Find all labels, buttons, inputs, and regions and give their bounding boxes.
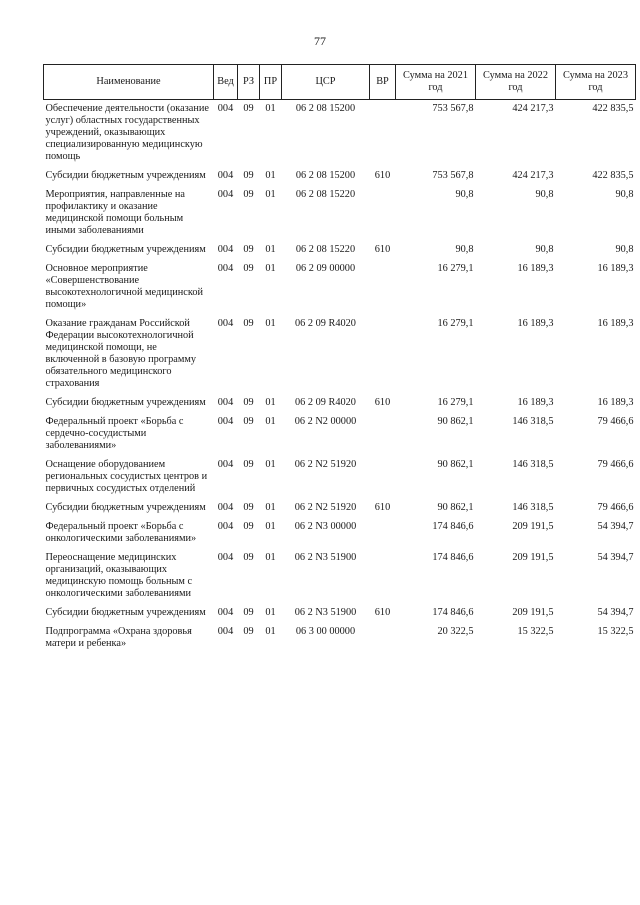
row-sum-2021: 753 567,8: [432, 170, 474, 181]
header-pr: ПР: [260, 65, 282, 100]
row-sum-2022: 424 217,3: [512, 103, 554, 114]
row-name: Переоснащение медицинских организаций, оказывающих медицинскую помощь больным с онкологическими заболеваниями: [45, 552, 193, 599]
row-sum-2022: 16 189,3: [517, 318, 554, 329]
header-rz: РЗ: [238, 65, 260, 100]
row-sum-2021: 753 567,8: [432, 103, 474, 114]
row-name: Федеральный проект «Борьба с сердечно-сосудистыми заболеваниями»: [45, 416, 184, 451]
header-sum-2023: Сумма на 2023 год: [556, 65, 636, 100]
row-sum-2022: 146 318,5: [512, 502, 554, 513]
row-vr: [370, 514, 396, 545]
row-name: Субсидии бюджетным учреждениям: [45, 170, 206, 181]
row-sum-2021: 174 846,6: [432, 521, 474, 532]
row-vr: [370, 182, 396, 237]
row-ved: 004: [217, 459, 234, 470]
row-csr: 06 2 09 R4020: [295, 318, 356, 329]
row-csr: 06 2 08 15200: [295, 170, 356, 181]
row-vr: [370, 256, 396, 311]
row-sum-2022: 15 322,5: [517, 626, 554, 637]
row-sum-2023: 79 466,6: [597, 416, 634, 427]
row-sum-2021: 174 846,6: [432, 607, 474, 618]
table-row: [44, 256, 636, 311]
header-csr: ЦСР: [282, 65, 370, 100]
row-ved: 004: [217, 502, 234, 513]
header-name: Наименование: [44, 65, 214, 100]
row-rz: 09: [243, 244, 254, 255]
row-sum-2021: 90,8: [455, 244, 474, 255]
row-sum-2023: 54 394,7: [597, 521, 634, 532]
row-rz: 09: [243, 170, 254, 181]
table-row: [44, 452, 636, 495]
row-vr: [370, 409, 396, 452]
row-sum-2023: 54 394,7: [597, 552, 634, 563]
row-sum-2021: 90 862,1: [437, 502, 474, 513]
row-pr: 01: [265, 416, 276, 427]
row-pr: 01: [265, 318, 276, 329]
row-name: Обеспечение деятельности (оказание услуг) областных государственных учреждений, оказывающих специализированную медицинскую помощь: [45, 103, 209, 162]
row-sum-2022: 209 191,5: [512, 552, 554, 563]
row-name: Мероприятия, направленные на профилактику и оказание медицинской помощи больным иными заболеваниями: [45, 189, 185, 236]
header-ved: Вед: [214, 65, 238, 100]
table-row: [44, 409, 636, 452]
row-rz: 09: [243, 521, 254, 532]
row-name: Субсидии бюджетным учреждениям: [45, 607, 206, 618]
row-csr: 06 2 08 15200: [295, 103, 356, 114]
row-vr: [370, 619, 396, 650]
row-sum-2021: 90,8: [455, 189, 474, 200]
row-name: Подпрограмма «Охрана здоровья матери и ребенка»: [45, 626, 192, 649]
row-sum-2022: 146 318,5: [512, 416, 554, 427]
row-csr: 06 2 N3 51900: [294, 607, 357, 618]
row-name: Оказание гражданам Российской Федерации высокотехнологичной медицинской помощи, не включенной в базовую программу обязательного медицинского страхования: [45, 318, 197, 389]
row-ved: 004: [217, 318, 234, 329]
row-rz: 09: [243, 189, 254, 200]
row-ved: 004: [217, 170, 234, 181]
row-sum-2023: 54 394,7: [597, 607, 634, 618]
row-pr: 01: [265, 263, 276, 274]
row-sum-2021: 16 279,1: [437, 397, 474, 408]
row-ved: 004: [217, 416, 234, 427]
row-sum-2022: 90,8: [535, 189, 554, 200]
row-rz: 09: [243, 397, 254, 408]
row-name: Федеральный проект «Борьба с онкологическими заболеваниями»: [45, 521, 197, 544]
row-pr: 01: [265, 502, 276, 513]
table-row: [44, 514, 636, 545]
row-vr: 610: [374, 502, 391, 513]
row-sum-2023: 15 322,5: [597, 626, 634, 637]
row-sum-2023: 79 466,6: [597, 459, 634, 470]
row-ved: 004: [217, 552, 234, 563]
row-name: Субсидии бюджетным учреждениям: [45, 502, 206, 513]
row-vr: 610: [374, 397, 391, 408]
row-ved: 004: [217, 189, 234, 200]
row-csr: 06 2 09 R4020: [295, 397, 356, 408]
row-vr: [370, 545, 396, 600]
row-csr: 06 2 N2 51920: [294, 502, 357, 513]
row-sum-2021: 174 846,6: [432, 552, 474, 563]
row-rz: 09: [243, 263, 254, 274]
table-row: [44, 495, 636, 514]
row-rz: 09: [243, 626, 254, 637]
row-csr: 06 2 08 15220: [295, 244, 356, 255]
row-sum-2022: 209 191,5: [512, 521, 554, 532]
row-sum-2021: 20 322,5: [437, 626, 474, 637]
row-sum-2023: 16 189,3: [597, 263, 634, 274]
row-name: Субсидии бюджетным учреждениям: [45, 397, 206, 408]
row-rz: 09: [243, 502, 254, 513]
row-ved: 004: [217, 244, 234, 255]
row-sum-2023: 16 189,3: [597, 397, 634, 408]
row-pr: 01: [265, 607, 276, 618]
table-body: [44, 100, 636, 651]
row-sum-2023: 90,8: [615, 244, 634, 255]
row-sum-2021: 90 862,1: [437, 459, 474, 470]
row-sum-2021: 90 862,1: [437, 416, 474, 427]
row-name: Оснащение оборудованием региональных сосудистых центров и первичных сосудистых отделений: [45, 459, 208, 494]
row-sum-2022: 424 217,3: [512, 170, 554, 181]
table-row: [44, 163, 636, 182]
row-name: Основное мероприятие «Совершенствование высокотехнологичной медицинской помощи»: [45, 263, 203, 310]
row-rz: 09: [243, 552, 254, 563]
row-csr: 06 3 00 00000: [295, 626, 356, 637]
row-rz: 09: [243, 607, 254, 618]
row-sum-2023: 79 466,6: [597, 502, 634, 513]
row-name: Субсидии бюджетным учреждениям: [45, 244, 206, 255]
row-sum-2022: 146 318,5: [512, 459, 554, 470]
row-pr: 01: [265, 189, 276, 200]
row-vr: [370, 452, 396, 495]
row-ved: 004: [217, 397, 234, 408]
table-row: [44, 390, 636, 409]
row-pr: 01: [265, 459, 276, 470]
row-vr: [370, 100, 396, 164]
row-sum-2022: 209 191,5: [512, 607, 554, 618]
row-pr: 01: [265, 626, 276, 637]
row-pr: 01: [265, 244, 276, 255]
row-pr: 01: [265, 170, 276, 181]
row-pr: 01: [265, 103, 276, 114]
row-csr: 06 2 N3 51900: [294, 552, 357, 563]
row-csr: 06 2 N3 00000: [294, 521, 357, 532]
table-row: [44, 545, 636, 600]
page-number: 77: [314, 34, 326, 48]
table-row: [44, 100, 636, 164]
row-pr: 01: [265, 397, 276, 408]
row-vr: 610: [374, 170, 391, 181]
row-sum-2023: 422 835,5: [592, 103, 634, 114]
row-ved: 004: [217, 521, 234, 532]
table-row: [44, 182, 636, 237]
header-vr: ВР: [370, 65, 396, 100]
row-sum-2022: 90,8: [535, 244, 554, 255]
row-vr: 610: [374, 244, 391, 255]
row-csr: 06 2 N2 00000: [294, 416, 357, 427]
row-sum-2023: 90,8: [615, 189, 634, 200]
row-ved: 004: [217, 607, 234, 618]
row-csr: 06 2 08 15220: [295, 189, 356, 200]
table-header-row: [44, 65, 636, 100]
header-sum-2022: Сумма на 2022 год: [476, 65, 556, 100]
table-row: [44, 311, 636, 390]
row-sum-2023: 422 835,5: [592, 170, 634, 181]
row-pr: 01: [265, 521, 276, 532]
header-sum-2021: Сумма на 2021 год: [396, 65, 476, 100]
row-rz: 09: [243, 459, 254, 470]
row-ved: 004: [217, 626, 234, 637]
row-rz: 09: [243, 318, 254, 329]
row-sum-2021: 16 279,1: [437, 263, 474, 274]
row-vr: 610: [374, 607, 391, 618]
row-rz: 09: [243, 103, 254, 114]
table-row: [44, 600, 636, 619]
row-rz: 09: [243, 416, 254, 427]
budget-table: [43, 64, 636, 650]
row-csr: 06 2 09 00000: [295, 263, 356, 274]
row-pr: 01: [265, 552, 276, 563]
row-ved: 004: [217, 263, 234, 274]
row-sum-2021: 16 279,1: [437, 318, 474, 329]
row-ved: 004: [217, 103, 234, 114]
row-csr: 06 2 N2 51920: [294, 459, 357, 470]
table-row: [44, 237, 636, 256]
row-sum-2023: 16 189,3: [597, 318, 634, 329]
row-sum-2022: 16 189,3: [517, 397, 554, 408]
table-row: [44, 619, 636, 650]
row-sum-2022: 16 189,3: [517, 263, 554, 274]
row-vr: [370, 311, 396, 390]
